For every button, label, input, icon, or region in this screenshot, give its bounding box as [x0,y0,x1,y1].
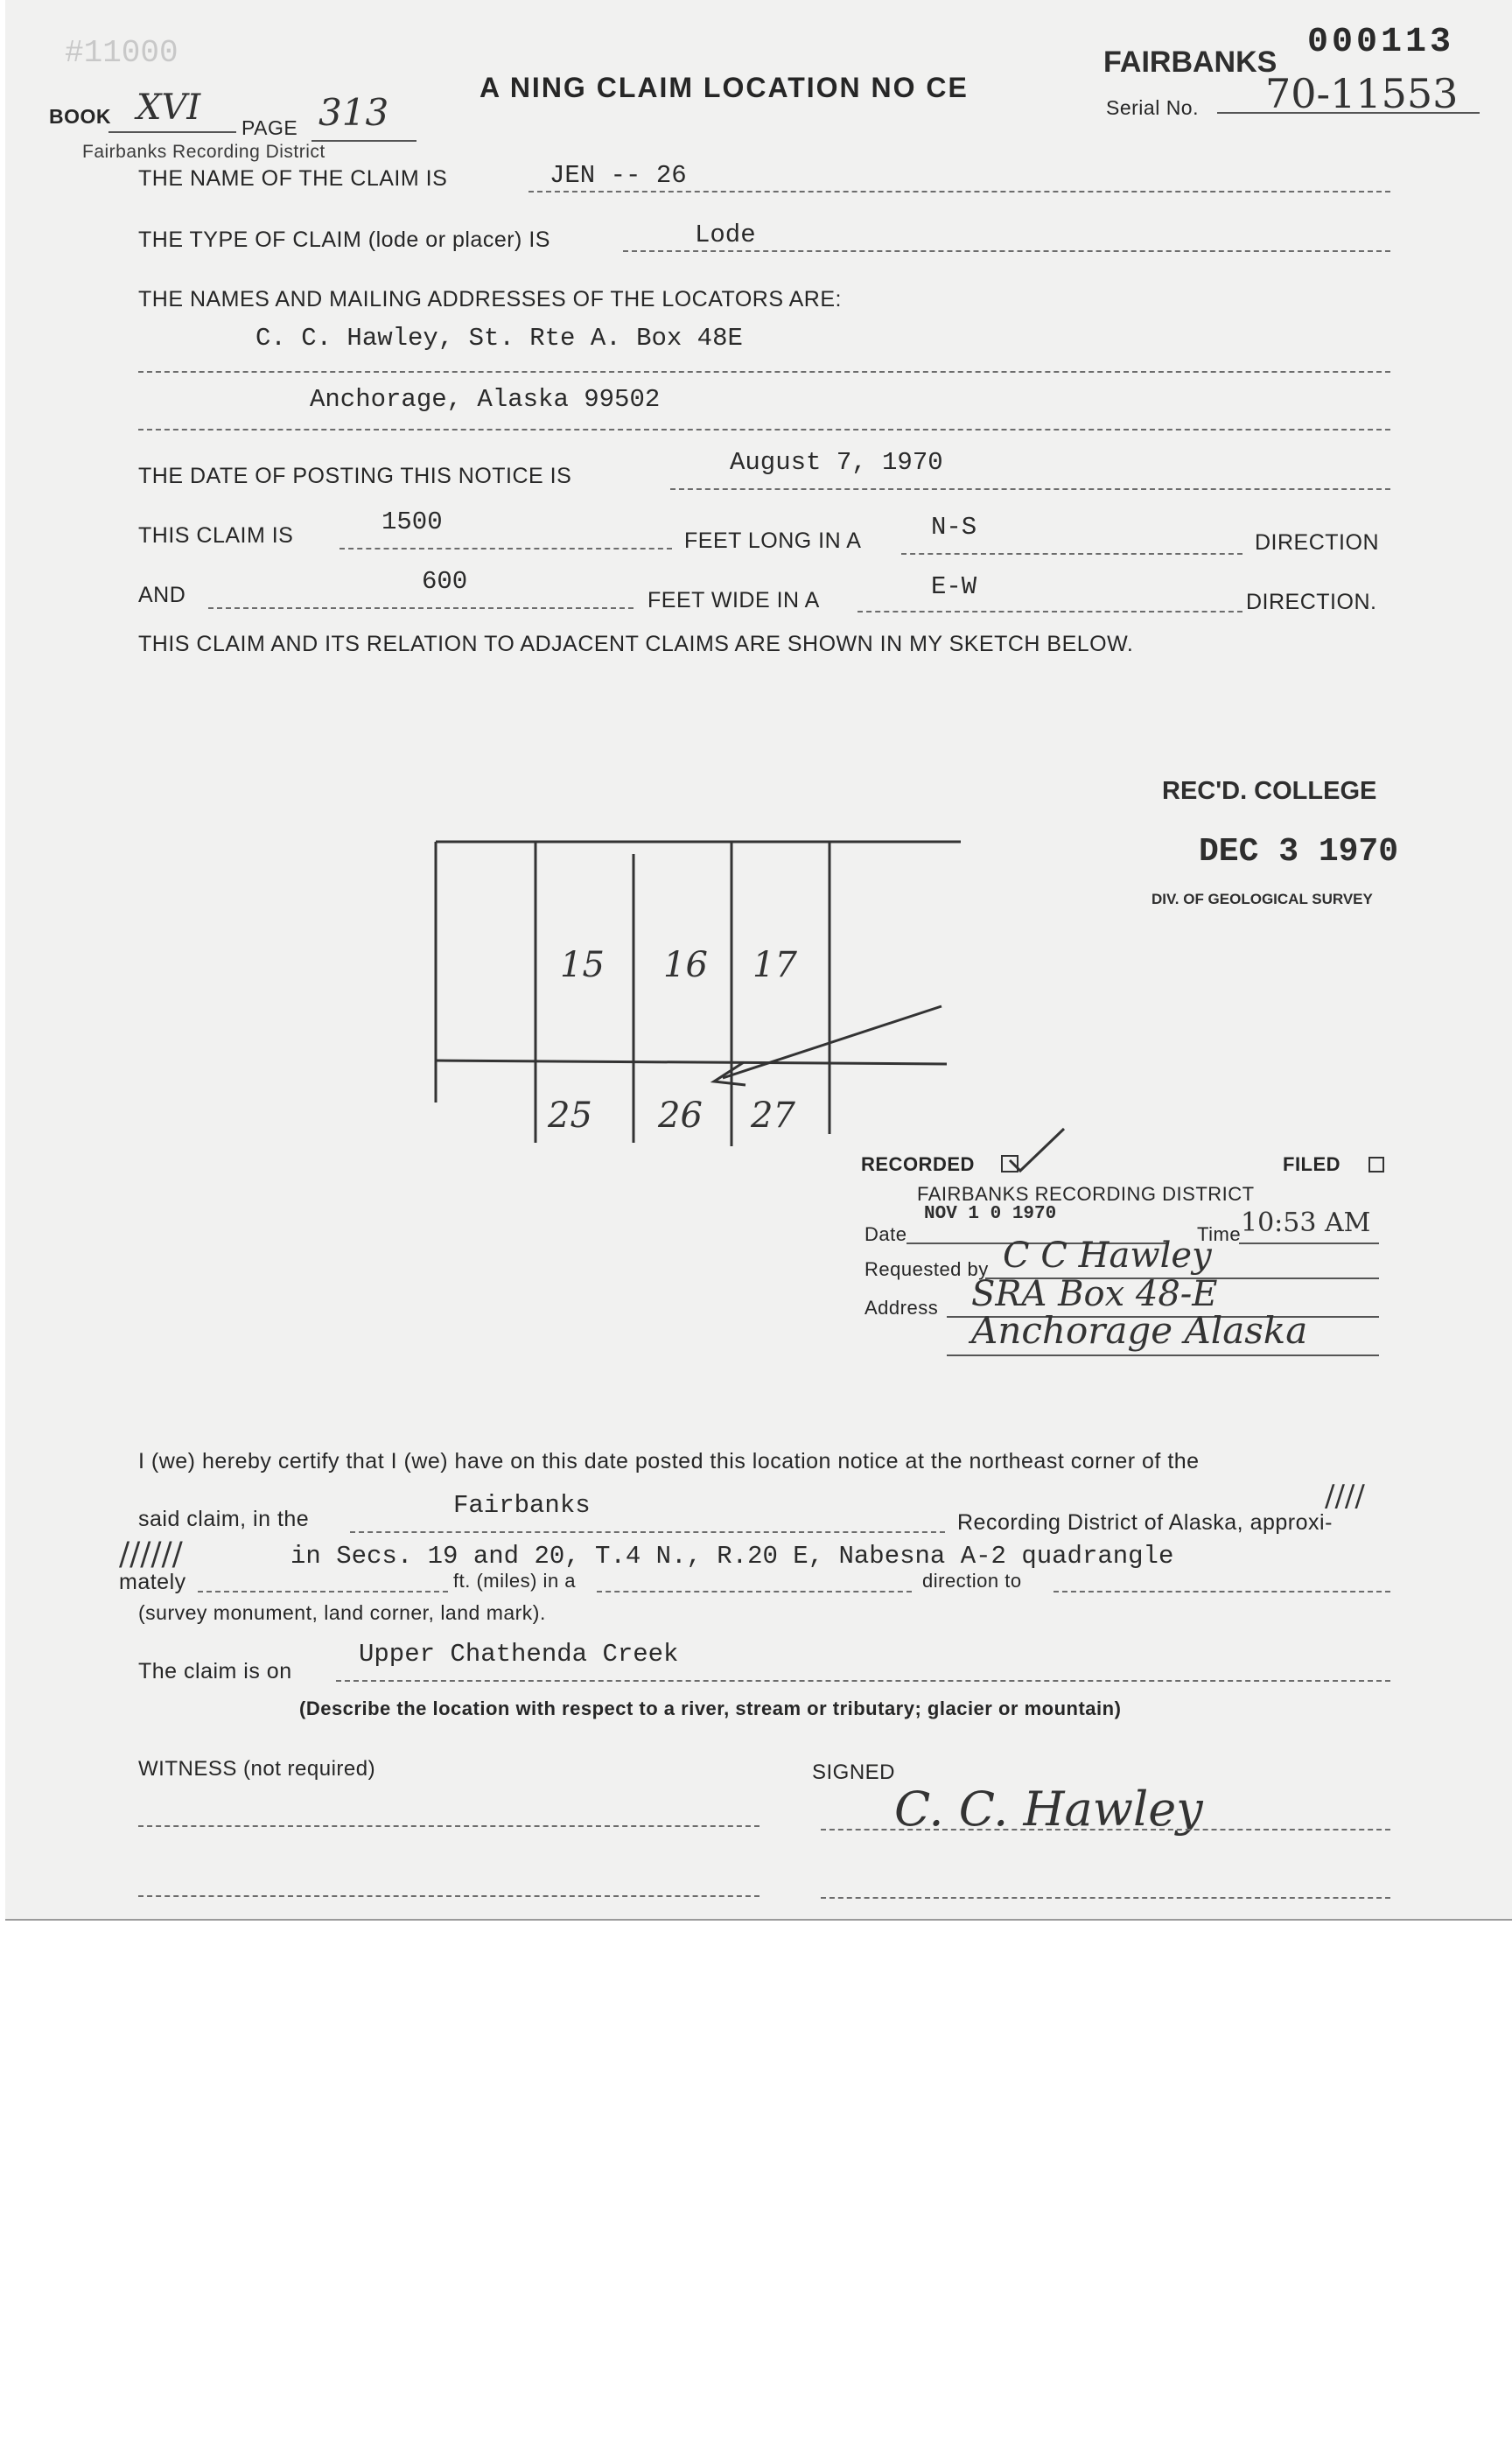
serial-label: Serial No. [1106,96,1199,119]
recording-date-label: Date [864,1223,907,1245]
locator-line-2-rule [138,429,1390,430]
posting-value: August 7, 1970 [730,448,943,477]
document-title: A NING CLAIM LOCATION NO CE [480,72,969,103]
book-underline [108,131,236,133]
ghost-number: #11000 [65,35,178,71]
mately-label: mately [119,1570,186,1594]
filed-checkbox [1368,1157,1384,1172]
book-value: XVI [136,88,201,128]
filed-label: FILED [1283,1153,1341,1175]
mately-marks: ////// [119,1536,183,1572]
district-line [350,1531,945,1533]
page-value: 313 [318,91,389,134]
signature: C. C. Hawley [894,1782,1203,1837]
certify-line: I (we) hereby certify that I (we) have on this date posted this location notice at the northeast corner of the [138,1449,1200,1474]
doc-number: 000113 [1307,23,1455,62]
width-line [208,607,634,609]
claim-17: 17 [752,945,797,985]
long-direction-value: N-S [931,513,977,542]
long-direction-line [901,553,1242,555]
approx-mark: //// [1325,1479,1365,1514]
claim-notice-document [5,0,1512,1921]
sketch-label: THIS CLAIM AND ITS RELATION TO ADJACENT CLAIMS ARE SHOWN IN MY SKETCH BELOW. [138,632,1134,656]
sketch-middle-line [436,1060,947,1064]
said-claim-label: said claim, in the [138,1507,310,1531]
claim-name-value: JEN -- 26 [550,161,687,190]
claim-26: 26 [658,1096,703,1136]
length-label: THIS CLAIM IS [138,523,294,548]
claim-type-line [623,250,1390,252]
distance-line [198,1591,448,1592]
address-label: Address [864,1297,939,1319]
length-line [340,548,672,550]
feet-wide-label: FEET WIDE IN A [648,588,820,612]
ft-label: ft. (miles) in a [453,1570,577,1592]
feet-long-label: FEET LONG IN A [684,528,862,553]
secs-value: in Secs. 19 and 20, T.4 N., R.20 E, Nabesna A-2 quadrangle [290,1542,1174,1571]
recording-time-value: 10:53 AM [1241,1208,1371,1238]
address-line-1: SRA Box 48-E [971,1274,1218,1314]
sketch-arrow-line [723,1006,942,1078]
address-line-2-rule [947,1354,1379,1356]
recording-time-line [1239,1242,1379,1244]
signature-line-1 [821,1829,1390,1830]
witness-line-2 [138,1895,760,1897]
ft-direction-line [597,1591,912,1592]
claim-27: 27 [751,1096,795,1136]
check-mark-icon [1008,1125,1069,1178]
claim-16: 16 [663,945,708,985]
witness-label: WITNESS (not required) [138,1757,376,1781]
locator-line-2: Anchorage, Alaska 99502 [310,385,661,414]
claim-name-line [528,191,1390,192]
received-stamp-line3: DIV. OF GEOLOGICAL SURVEY [1152,891,1373,907]
describe-label: (Describe the location with respect to a river, stream or tributary; glacier or mountain) [299,1698,1122,1719]
address-line-2: Anchorage Alaska [971,1309,1308,1352]
claim-25: 25 [548,1096,592,1136]
district-value: Fairbanks [453,1491,591,1520]
page-underline [312,140,416,142]
book-label: BOOK [49,105,111,128]
width-value: 600 [422,567,468,596]
district-text: Fairbanks Recording District [82,142,326,162]
recording-district: FAIRBANKS RECORDING DISTRICT [917,1183,1255,1205]
claim-type-label: THE TYPE OF CLAIM (lode or placer) IS [138,228,550,252]
length-value: 1500 [382,508,443,536]
locator-line-1: C. C. Hawley, St. Rte A. Box 48E [256,324,743,353]
wide-direction-value: E-W [931,572,977,601]
requested-label: Requested by [864,1258,989,1280]
recorded-label: RECORDED [861,1153,975,1175]
signature-line-2 [821,1897,1390,1899]
direction-label-2: DIRECTION. [1246,590,1377,614]
serial-value: 70-11553 [1265,70,1459,117]
claim-on-label: The claim is on [138,1659,292,1684]
sketch-arrow-head [714,1062,746,1085]
recording-date-value: NOV 1 0 1970 [924,1204,1057,1224]
claim-on-value: Upper Chathenda Creek [359,1640,679,1669]
received-stamp-line1: REC'D. COLLEGE [1162,777,1377,805]
signed-label: SIGNED [812,1760,896,1784]
direction-to-line [1054,1591,1390,1592]
received-stamp-date: DEC 3 1970 [1199,833,1399,871]
locators-label: THE NAMES AND MAILING ADDRESSES OF THE LOCATORS ARE: [138,287,842,312]
claim-name-label: THE NAME OF THE CLAIM IS [138,166,448,191]
witness-line-1 [138,1825,760,1827]
claim-type-value: Lode [695,220,756,249]
page-label: PAGE [242,116,298,139]
recording-district-label: Recording District of Alaska, approxi- [957,1510,1333,1535]
locator-line-1-rule [138,371,1390,373]
direction-to-label: direction to [922,1570,1022,1592]
claim-on-line [336,1680,1390,1682]
posting-line [670,488,1390,490]
survey-label: (survey monument, land corner, land mark). [138,1601,546,1624]
fairbanks-label: FAIRBANKS [1103,46,1278,79]
requested-value: C C Hawley [1003,1236,1212,1276]
direction-label: DIRECTION [1255,530,1379,555]
serial-underline [1217,112,1480,114]
recording-time-label: Time [1197,1223,1242,1245]
claim-15: 15 [560,945,605,985]
and-label: AND [138,583,186,607]
wide-direction-line [858,611,1242,612]
posting-label: THE DATE OF POSTING THIS NOTICE IS [138,464,572,488]
